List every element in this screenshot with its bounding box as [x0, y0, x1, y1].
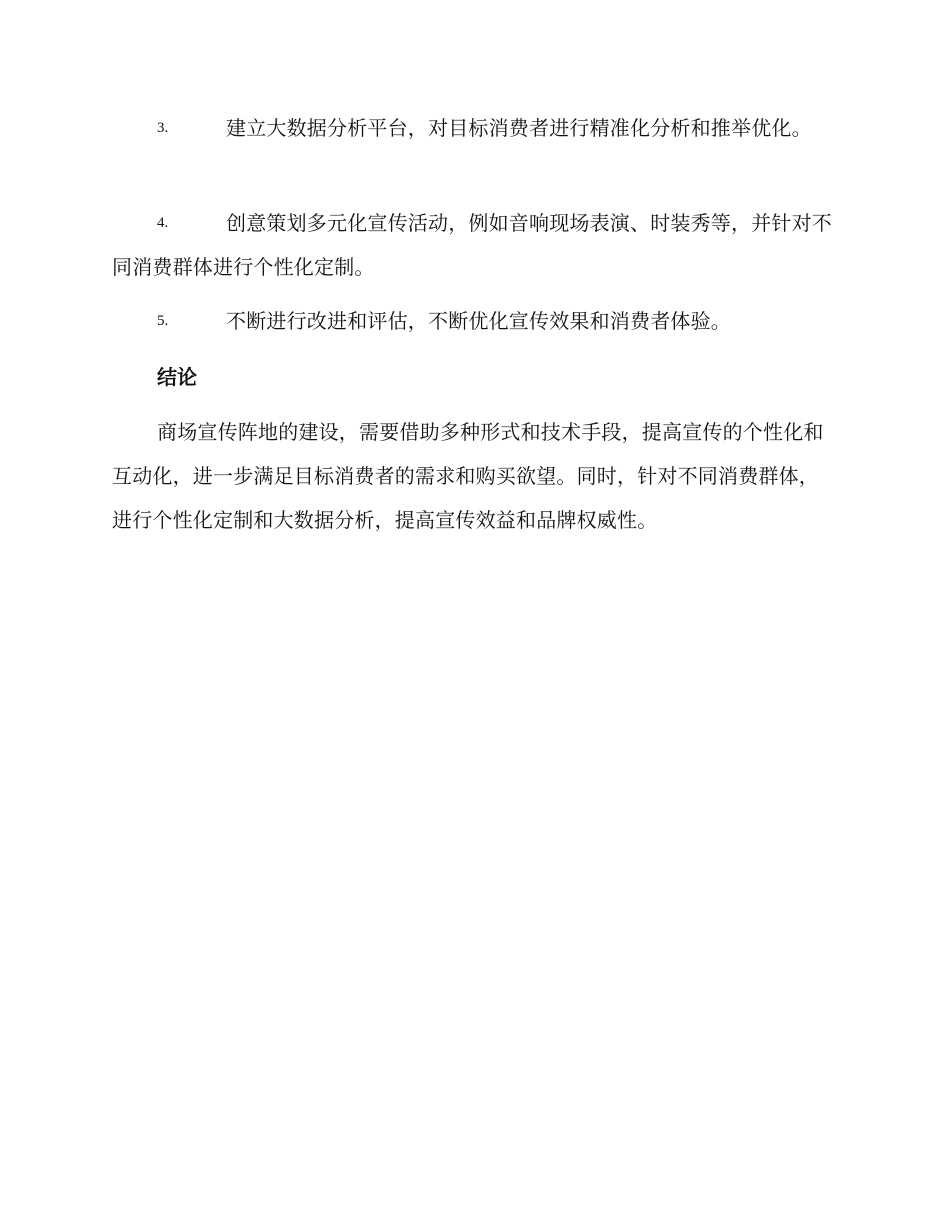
- conclusion-heading: 结论: [157, 365, 197, 389]
- list-item-number: 3.: [157, 120, 169, 136]
- list-item-text: 建立大数据分析平台，对目标消费者进行精准化分析和推举优化。: [226, 116, 812, 140]
- conclusion-paragraph: 商场宣传阵地的建设，需要借助多种形式和技术手段，提高宣传的个性化和互动化，进一步满足目标消费者的需求和购买欲望。同时，针对不同消费群体，进行个性化定制和大数据分析，提高宣传效益和品牌权威性。: [112, 420, 824, 532]
- list-item-number: 4.: [157, 215, 169, 231]
- list-item-text: 创意策划多元化宣传活动，例如音响现场表演、时装秀等，并针对不同消费群体进行个性化定制。: [112, 211, 832, 279]
- list-item: [112, 201, 832, 289]
- list-item-number: 5.: [157, 313, 169, 329]
- list-item: [112, 106, 832, 150]
- list-item: [112, 299, 832, 343]
- list-item-text: 不断进行改进和评估，不断优化宣传效果和消费者体验。: [226, 309, 731, 333]
